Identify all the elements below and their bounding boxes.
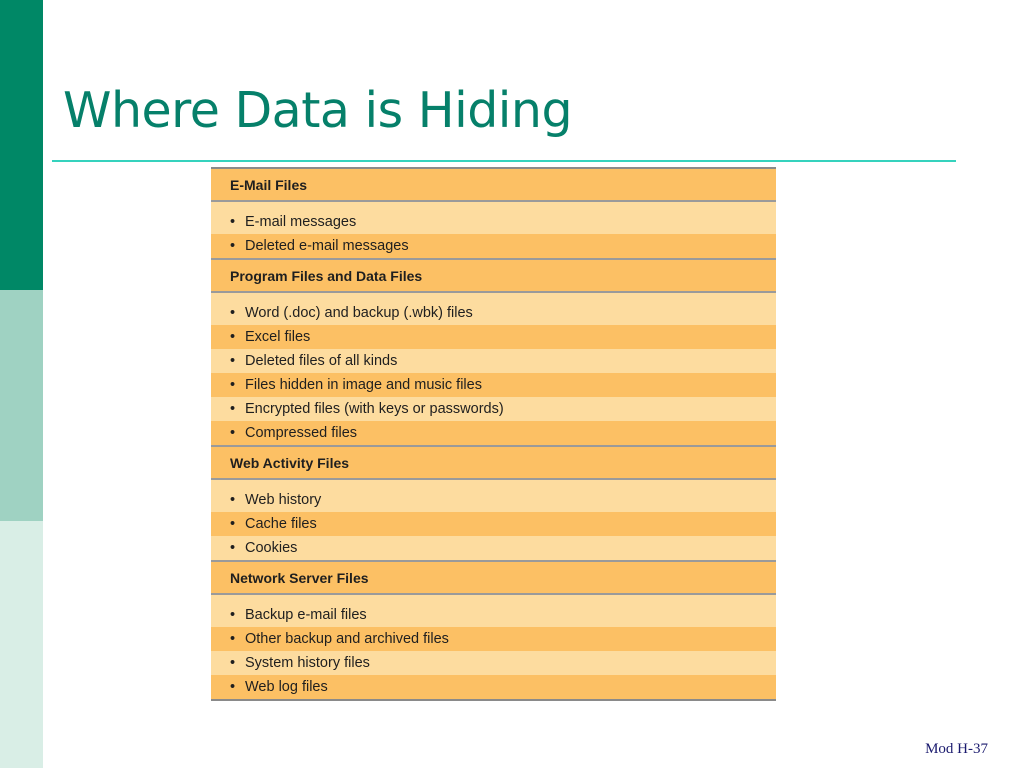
bullet-icon: • xyxy=(230,214,236,230)
row-label: Deleted e-mail messages xyxy=(245,238,409,254)
bullet-icon: • xyxy=(230,655,236,671)
section-heading: Web Activity Files xyxy=(211,445,776,480)
row-label: Cache files xyxy=(245,516,317,532)
row-label: Deleted files of all kinds xyxy=(245,353,398,369)
data-locations-table xyxy=(211,167,776,701)
bullet-icon: • xyxy=(230,305,236,321)
bullet-icon: • xyxy=(230,377,236,393)
table-row xyxy=(211,603,776,627)
row-label: Excel files xyxy=(245,329,311,345)
slide-number: Mod H-37 xyxy=(925,741,988,757)
bullet-icon: • xyxy=(230,353,236,369)
table-row xyxy=(211,488,776,512)
accent-bar-middle xyxy=(0,290,43,521)
table-row xyxy=(211,512,776,536)
table-row xyxy=(211,651,776,675)
table-row xyxy=(211,234,776,258)
row-label: Web history xyxy=(245,492,322,508)
bullet-icon: • xyxy=(230,540,236,556)
accent-bar-bottom xyxy=(0,521,43,768)
bullet-icon: • xyxy=(230,631,236,647)
bullet-icon: • xyxy=(230,425,236,441)
accent-bar-top xyxy=(0,0,43,290)
section-heading: Network Server Files xyxy=(211,560,776,595)
row-label: Compressed files xyxy=(245,425,358,441)
row-label: Files hidden in image and music files xyxy=(245,377,482,393)
row-label: Web log files xyxy=(245,679,328,695)
section-spacer xyxy=(211,293,776,301)
table-row xyxy=(211,421,776,445)
row-label: Word (.doc) and backup (.wbk) files xyxy=(245,305,473,321)
table-row xyxy=(211,536,776,560)
bullet-icon: • xyxy=(230,238,236,254)
section-spacer xyxy=(211,202,776,210)
section-heading: E-Mail Files xyxy=(211,169,776,202)
table-row xyxy=(211,675,776,699)
bullet-icon: • xyxy=(230,329,236,345)
table-row xyxy=(211,397,776,421)
table-row xyxy=(211,349,776,373)
section-spacer xyxy=(211,480,776,488)
bullet-icon: • xyxy=(230,516,236,532)
row-label: E-mail messages xyxy=(245,214,357,230)
table-row xyxy=(211,373,776,397)
title-underline xyxy=(52,160,956,162)
row-label: Cookies xyxy=(245,540,298,556)
section-heading: Program Files and Data Files xyxy=(211,258,776,293)
slide-title: Where Data is Hiding xyxy=(63,82,573,139)
row-label: System history files xyxy=(245,655,370,671)
table-row xyxy=(211,627,776,651)
bullet-icon: • xyxy=(230,607,236,623)
section-spacer xyxy=(211,595,776,603)
table-row xyxy=(211,325,776,349)
bullet-icon: • xyxy=(230,679,236,695)
table-row xyxy=(211,210,776,234)
row-label: Other backup and archived files xyxy=(245,631,449,647)
row-label: Encrypted files (with keys or passwords) xyxy=(245,401,504,417)
table-row xyxy=(211,301,776,325)
bullet-icon: • xyxy=(230,492,236,508)
bullet-icon: • xyxy=(230,401,236,417)
row-label: Backup e-mail files xyxy=(245,607,367,623)
